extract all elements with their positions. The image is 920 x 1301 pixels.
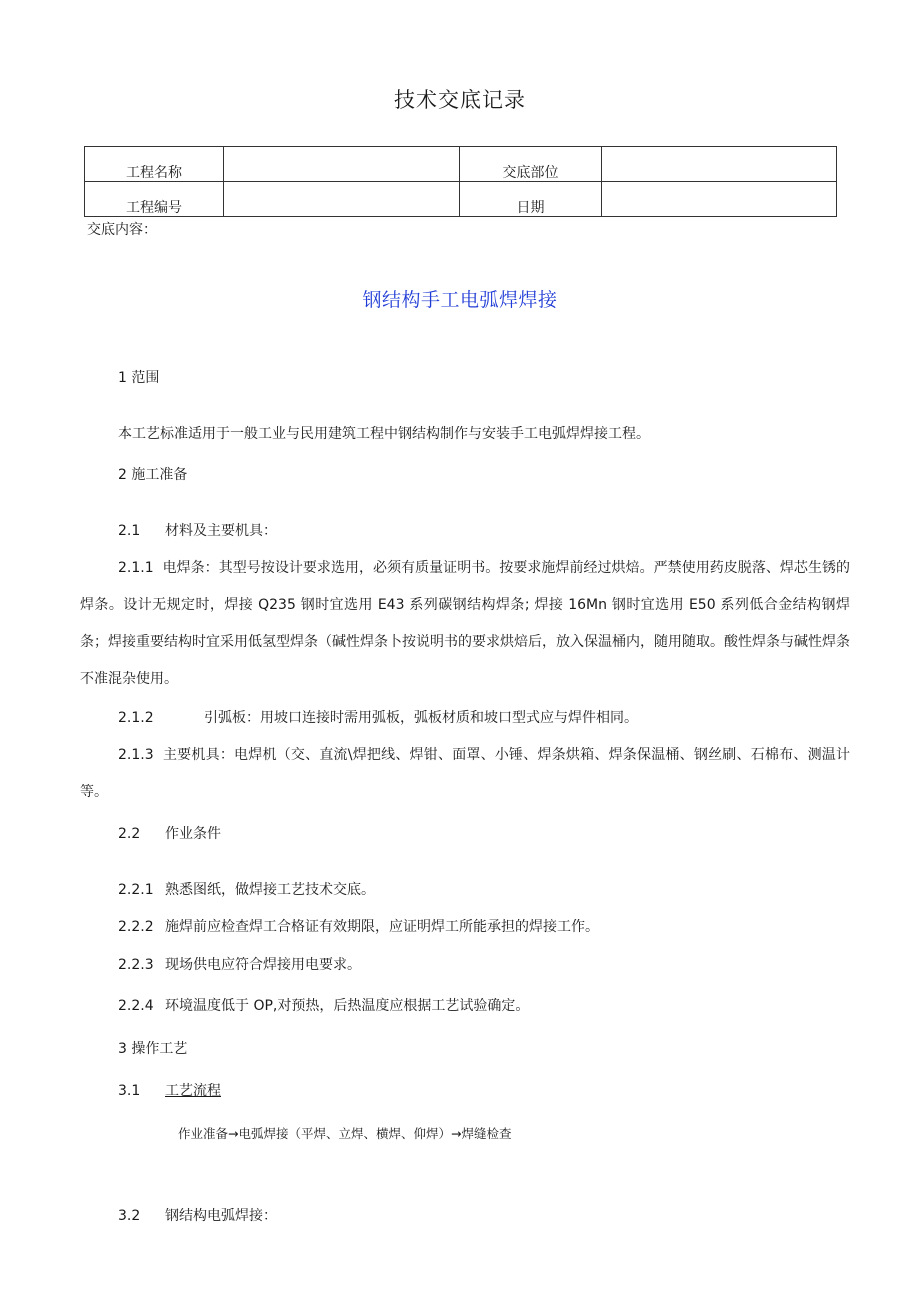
section-text: 现场供电应符合焊接用电要求。 — [165, 957, 361, 973]
section-1-heading: 1 范围 — [118, 370, 160, 386]
section-label: 作业条件 — [165, 826, 221, 842]
project-name-label: 工程名称 — [85, 147, 224, 182]
section-text: 施焊前应检查焊工合格证有效期限，应证明焊工所能承担的焊接工作。 — [165, 919, 599, 935]
section-2-heading: 2 施工准备 — [118, 467, 188, 483]
section-text: 引弧板：用坡口连接时需用弧板，弧板材质和坡口型式应与焊件相同。 — [204, 710, 638, 726]
project-no-label: 工程编号 — [85, 182, 224, 217]
section-number: 2.2.2 — [118, 919, 154, 935]
section-number: 2.2 — [118, 826, 141, 842]
section-3-1 — [118, 1082, 221, 1100]
document-title: 钢结构手工电弧焊焊接 — [362, 289, 558, 311]
section-text: 熟悉图纸，做焊接工艺技术交底。 — [165, 882, 375, 898]
section-number: 2.1 — [118, 523, 141, 539]
section-2-1-1 — [80, 550, 850, 698]
table-row — [85, 182, 837, 217]
section-number: 2.1.1 — [118, 560, 154, 576]
section-1-text: 本工艺标准适用于一般工业与民用建筑工程中钢结构制作与安装手工电弧焊焊接工程。 — [118, 426, 650, 442]
section-number: 2.2.3 — [118, 957, 154, 973]
section-2-2-4 — [118, 997, 529, 1015]
section-label: 工艺流程 — [165, 1083, 221, 1099]
section-number: 2.1.3 — [118, 747, 154, 763]
section-2-1-2 — [118, 709, 638, 727]
section-2-1-3 — [80, 737, 850, 811]
date-label: 日期 — [460, 182, 602, 217]
page-title: 技术交底记录 — [394, 88, 526, 112]
section-text: 电焊条：其型号按设计要求选用，必须有质量证明书。按要求施焊前经过烘焙。严禁使用药皮脱落、焊芯生锈的焊条。设计无规定时，焊接 Q235 钢时宜选用 E43 系列碳钢结构焊条; 焊接 16Mn 钢时宜选用 E50 系列低合金结构钢焊条；焊接重要结构时宜采用低氢型焊条（碱性焊条卜按说明书的要求烘焙后，放入保温桶内，随用随取。酸性焊条与碱性焊条不准混杂使用。 — [80, 560, 851, 687]
section-text: 主要机具：电焊机（交、直流\焊把线、焊钳、面罩、小锤、焊条烘箱、焊条保温桶、钢丝刷、石棉布、测温计等。 — [80, 747, 851, 800]
section-number: 2.2.1 — [118, 882, 154, 898]
section-2-2-1 — [118, 881, 375, 899]
section-label: 钢结构电弧焊接： — [165, 1208, 277, 1224]
section-number: 2.2.4 — [118, 998, 154, 1014]
section-3-heading: 3 操作工艺 — [118, 1041, 188, 1057]
section-number: 2.1.2 — [118, 710, 154, 726]
content-label: 交底内容： — [87, 222, 157, 238]
section-2-1 — [118, 522, 277, 540]
section-number: 3.2 — [118, 1208, 141, 1224]
process-flow: 作业准备→电弧焊接（平焊、立焊、横焊、仰焊）→焊缝检查 — [178, 1126, 512, 1141]
section-text: 环境温度低于 OP,对预热，后热温度应根据工艺试验确定。 — [165, 998, 530, 1014]
section-number: 3.1 — [118, 1083, 141, 1099]
location-label: 交底部位 — [460, 147, 602, 182]
date-value[interactable] — [602, 182, 837, 217]
section-2-2-2 — [118, 918, 599, 936]
section-label: 材料及主要机具： — [165, 523, 277, 539]
section-2-2 — [118, 825, 221, 843]
project-name-value[interactable] — [224, 147, 460, 182]
header-table — [84, 146, 837, 217]
location-value[interactable] — [602, 147, 837, 182]
section-2-2-3 — [118, 956, 361, 974]
section-3-2 — [118, 1207, 277, 1225]
table-row — [85, 147, 837, 182]
project-no-value[interactable] — [224, 182, 460, 217]
